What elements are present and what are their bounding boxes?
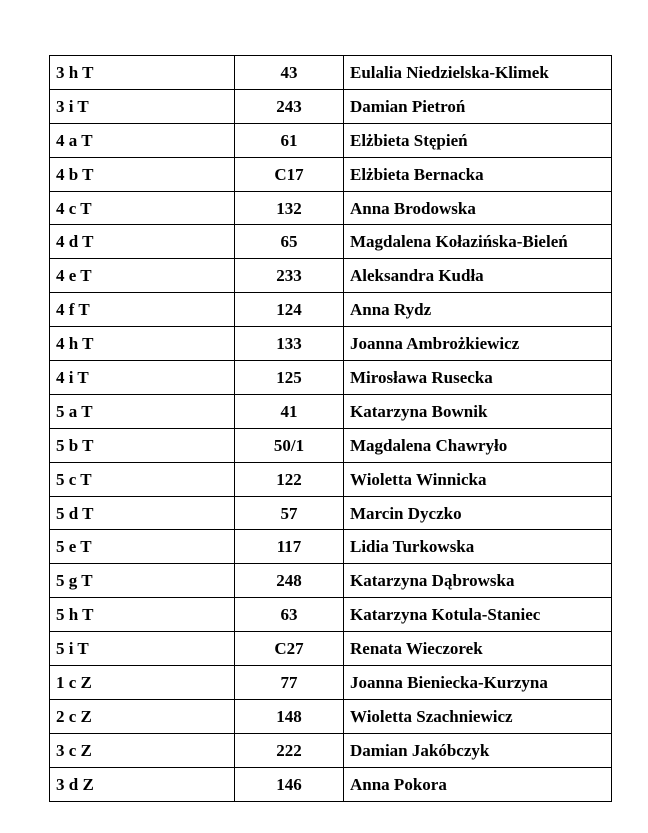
class-room-teacher-table [49,55,612,802]
class-cell: 5 g T [50,564,235,598]
room-cell: 65 [235,225,344,259]
class-cell: 5 a T [50,394,235,428]
table-row [50,56,612,90]
class-cell: 4 d T [50,225,235,259]
room-cell: 222 [235,733,344,767]
class-cell: 5 h T [50,598,235,632]
class-cell: 1 c Z [50,666,235,700]
table-row [50,123,612,157]
teacher-cell: Damian Jakóbczyk [344,733,612,767]
class-cell: 3 i T [50,89,235,123]
table-row [50,598,612,632]
teacher-cell: Aleksandra Kudła [344,259,612,293]
teacher-cell: Anna Pokora [344,767,612,801]
table-row [50,699,612,733]
room-cell: 57 [235,496,344,530]
room-cell: 233 [235,259,344,293]
table-row [50,394,612,428]
teacher-cell: Magdalena Chawryło [344,428,612,462]
class-cell: 5 d T [50,496,235,530]
teacher-cell: Anna Rydz [344,293,612,327]
teacher-cell: Wioletta Winnicka [344,462,612,496]
room-cell: 125 [235,361,344,395]
teacher-cell: Mirosława Rusecka [344,361,612,395]
table-body [50,56,612,802]
teacher-cell: Katarzyna Bownik [344,394,612,428]
table-row [50,89,612,123]
class-cell: 3 h T [50,56,235,90]
room-cell: 133 [235,327,344,361]
room-cell: 243 [235,89,344,123]
room-cell: C27 [235,632,344,666]
table-row [50,327,612,361]
teacher-cell: Joanna Ambrożkiewicz [344,327,612,361]
room-cell: C17 [235,157,344,191]
class-cell: 5 i T [50,632,235,666]
table-row [50,191,612,225]
class-cell: 4 a T [50,123,235,157]
room-cell: 77 [235,666,344,700]
class-cell: 4 f T [50,293,235,327]
room-cell: 63 [235,598,344,632]
class-cell: 3 c Z [50,733,235,767]
class-cell: 2 c Z [50,699,235,733]
class-cell: 3 d Z [50,767,235,801]
table-row [50,361,612,395]
table-row [50,293,612,327]
teacher-cell: Joanna Bieniecka-Kurzyna [344,666,612,700]
class-cell: 5 e T [50,530,235,564]
class-cell: 5 c T [50,462,235,496]
teacher-cell: Katarzyna Kotula-Staniec [344,598,612,632]
class-cell: 4 i T [50,361,235,395]
teacher-cell: Damian Pietroń [344,89,612,123]
room-cell: 61 [235,123,344,157]
table-row [50,530,612,564]
room-cell: 41 [235,394,344,428]
class-cell: 4 e T [50,259,235,293]
teacher-cell: Marcin Dyczko [344,496,612,530]
table-row [50,428,612,462]
class-cell: 4 b T [50,157,235,191]
table-row [50,259,612,293]
teacher-cell: Eulalia Niedzielska-Klimek [344,56,612,90]
table-row [50,157,612,191]
table-row [50,462,612,496]
teacher-cell: Wioletta Szachniewicz [344,699,612,733]
table-row [50,496,612,530]
table-row [50,767,612,801]
room-cell: 122 [235,462,344,496]
room-cell: 117 [235,530,344,564]
room-cell: 148 [235,699,344,733]
class-cell: 4 h T [50,327,235,361]
teacher-cell: Magdalena Kołazińska-Bieleń [344,225,612,259]
teacher-cell: Katarzyna Dąbrowska [344,564,612,598]
room-cell: 124 [235,293,344,327]
table-row [50,632,612,666]
table-row [50,564,612,598]
teacher-cell: Anna Brodowska [344,191,612,225]
teacher-cell: Renata Wieczorek [344,632,612,666]
class-cell: 4 c T [50,191,235,225]
room-cell: 132 [235,191,344,225]
class-cell: 5 b T [50,428,235,462]
teacher-cell: Elżbieta Bernacka [344,157,612,191]
table-row [50,733,612,767]
room-cell: 248 [235,564,344,598]
room-cell: 146 [235,767,344,801]
room-cell: 43 [235,56,344,90]
room-cell: 50/1 [235,428,344,462]
teacher-cell: Lidia Turkowska [344,530,612,564]
table-row [50,225,612,259]
teacher-cell: Elżbieta Stępień [344,123,612,157]
table-row [50,666,612,700]
